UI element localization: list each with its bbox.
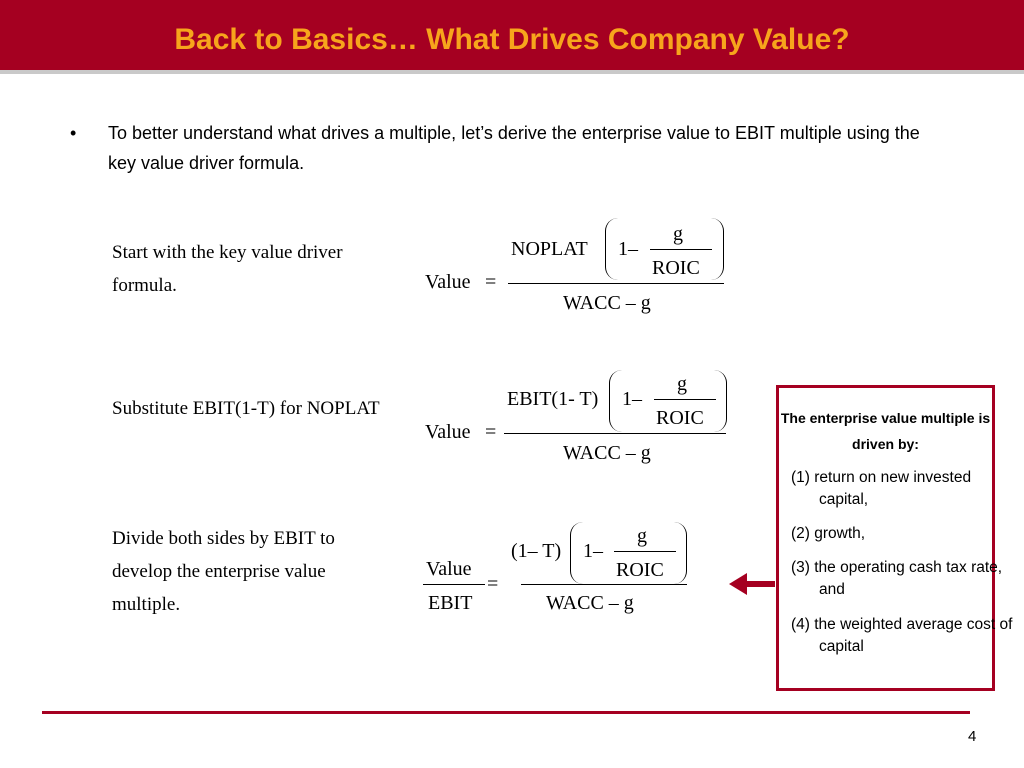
formula-2-main-bar bbox=[504, 433, 726, 434]
formula-3-denom: WACC – g bbox=[546, 592, 634, 614]
arrow-left-icon bbox=[729, 572, 775, 596]
formula-1-main-bar bbox=[508, 283, 724, 284]
formula-2-inner-den: ROIC bbox=[656, 407, 704, 429]
step-3-text: Divide both sides by EBIT to develop the enterprise value multiple. bbox=[112, 528, 335, 615]
formula-2-inner-bar bbox=[654, 399, 716, 400]
callout-item-3: (3) the operating cash tax rate, and bbox=[791, 559, 1003, 598]
formula-1-lhs: Value bbox=[425, 271, 471, 293]
formula-1-numer-prefix: NOPLAT bbox=[511, 238, 588, 260]
formula-1-one-minus: 1– bbox=[618, 238, 638, 260]
intro-text: To better understand what drives a multiple, let’s derive the enterprise value to EBIT multiple using the key value driver formula. bbox=[108, 123, 920, 173]
page-number: 4 bbox=[968, 728, 977, 745]
formula-2-equals: = bbox=[485, 421, 497, 443]
formula-2-denom: WACC – g bbox=[563, 442, 651, 464]
formula-1-inner-num: g bbox=[673, 223, 683, 245]
callout-item-1: (1) return on new invested capital, bbox=[791, 469, 972, 508]
callout-item-2: (2) growth, bbox=[791, 525, 866, 542]
formula-3-inner-num: g bbox=[637, 525, 647, 547]
formula-3-inner-bar bbox=[614, 551, 676, 552]
formula-1-inner-bar bbox=[650, 249, 712, 250]
formula-3-numer-prefix: (1– T) bbox=[511, 540, 562, 562]
callout-item-4: (4) the weighted average cost of capital bbox=[791, 616, 1013, 655]
formula-2-right-paren bbox=[714, 370, 727, 432]
formula-3-lhs-num: Value bbox=[426, 558, 472, 580]
formula-2-lhs: Value bbox=[425, 421, 471, 443]
formula-3-main-bar bbox=[521, 584, 687, 585]
step-2-text: Substitute EBIT(1-T) for NOPLAT bbox=[112, 398, 380, 419]
formula-1-left-paren bbox=[605, 218, 618, 280]
step-1-text: Start with the key value driver formula. bbox=[112, 242, 343, 296]
callout-box bbox=[776, 385, 1013, 691]
callout-title: The enterprise value multiple is driven by: bbox=[780, 410, 991, 452]
formula-3-one-minus: 1– bbox=[583, 540, 603, 562]
formula-3-lhs-bar bbox=[423, 584, 485, 585]
formula-1-inner-den: ROIC bbox=[652, 257, 700, 279]
formula-3-right-paren bbox=[674, 522, 687, 584]
formula-2-left-paren bbox=[609, 370, 622, 432]
formula-3-inner-den: ROIC bbox=[616, 559, 664, 581]
title-bar bbox=[0, 0, 1024, 74]
formula-3-lhs-den: EBIT bbox=[428, 592, 473, 614]
formula-3-equals: = bbox=[487, 573, 499, 595]
bullet-symbol: • bbox=[70, 123, 77, 143]
formula-2-one-minus: 1– bbox=[622, 388, 642, 410]
formula-2-inner-num: g bbox=[677, 373, 687, 395]
formula-2-numer-prefix: EBIT(1- T) bbox=[507, 388, 599, 410]
formula-1-equals: = bbox=[485, 271, 497, 293]
footer-divider bbox=[42, 711, 970, 714]
formula-1-right-paren bbox=[711, 218, 724, 280]
formula-3-left-paren bbox=[570, 522, 583, 584]
slide-title: Back to Basics… What Drives Company Value? bbox=[174, 23, 850, 56]
formula-1-denom: WACC – g bbox=[563, 292, 651, 314]
